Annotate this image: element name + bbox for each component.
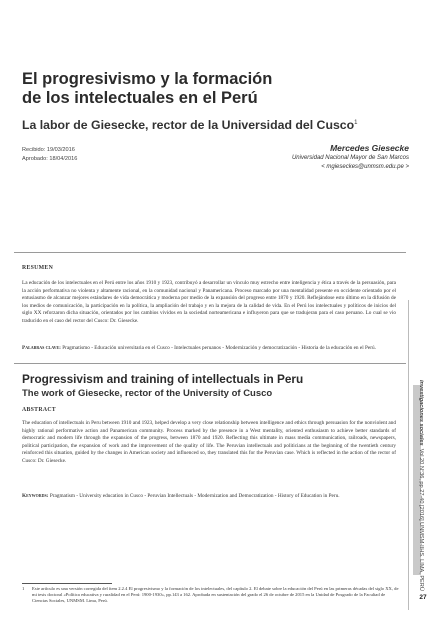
palabras-clave-text: Pragmatismo - Educación universitaria en el Cusco - Intelectuales peruanos - Modernización y democratización - Historia de la educación en el Perú. <box>62 345 376 351</box>
dates-block <box>22 146 77 164</box>
journal-citation: Vol.20 N°36, pp.27-40 [2016] UNMSM-IIHS. LIMA, PERÚ <box>418 448 424 591</box>
author-name: Mercedes Giesecke <box>330 143 409 153</box>
abstract-text: The education of intellectuals in Peru between 1910 and 1923, helped develop a very close relationship between intelligence and ethics through persuasion for the nonviolent and highly rational performative action and Panamerican community. Process marked by the presence in a West mentality, oriented enthusiasm to achieve better standards of democratic and modern life through the expansion of the progress, between 1870 and 1920. Reflecting this ultimate in mass media communication, railroads, newspapers, political participation, the expansion of work and the improvement of the quality of life. The Peruvian intellectuals and politicians at the beginning of the twentieth century reinforced this situation, guided by the changes in American society and influenced so, they translated this for the Peruvian case. Which is reflected in the action of the rector of Cusco: Dr. Giesecke. <box>22 420 396 464</box>
palabras-clave <box>22 345 396 353</box>
article-title-line-2: de los intelectuales en el Perú <box>22 89 258 107</box>
footnote-rule <box>22 583 112 584</box>
author-block <box>292 143 409 172</box>
resumen-heading: RESUMEN <box>22 265 54 271</box>
page-number: 27 <box>419 594 427 601</box>
approved-date: Aprobado: 18/04/2016 <box>22 156 78 162</box>
english-title: Progressivism and training of intellectuals in Peru <box>22 372 304 386</box>
received-date: Recibido: 19/03/2016 <box>22 147 75 153</box>
journal-name: investigaciones sociales <box>418 380 424 446</box>
margin-divider <box>408 300 409 610</box>
keywords-text: Pragmatism - University education in Cusco - Peruvian Intellectuals - Modernization and Democratization - History of Education in Peru. <box>49 493 340 499</box>
footnote-text: Este artículo es una versión corregida del ítem 2.2.4 El progresivismo y la formación de los intelectuales, del capítulo 2. El debate sobre la educación del Perú en las primeras décadas del siglo XX, de mi tesis doctoral «Política educativa y ruralidad en el Perú: 1900-1930», pp.143 a 162. Aprobada en sustentación del grado el 26 de octubre de 2015 en la Unidad de Posgrado de la Facultad de Ciencias Sociales, UNMSM. Lima, Perú. <box>32 586 399 604</box>
author-affiliation: Universidad Nacional Mayor de San Marcos <box>291 155 409 161</box>
article-title <box>22 70 322 108</box>
abstract-heading: ABSTRACT <box>22 407 56 413</box>
article-subtitle-text: La labor de Giesecke, rector de la Universidad del Cusco <box>22 118 355 132</box>
margin-running-head <box>418 380 424 591</box>
article-subtitle <box>22 118 362 132</box>
author-email[interactable]: < mgieseckes@unmsm.edu.pe > <box>321 164 409 170</box>
keywords <box>22 493 396 501</box>
footnote-number: 1 <box>22 586 25 591</box>
english-subtitle: The work of Giesecke, rector of the University of Cusco <box>22 388 273 399</box>
footnote <box>22 586 400 605</box>
article-title-line-1: El progresivismo y la formación <box>22 70 273 88</box>
palabras-clave-label: Palabras clave: <box>22 345 61 351</box>
resumen-text: La educación de los intelectuales en el Perú entre los años 1910 y 1923, contribuyó a desarrollar un vínculo muy estrecho entre inteligencia y ética a través de la persuasión, para la acción performativa no violenta y altamente racional, en la comunidad nacional y Panamericana. Proceso marcado por una mentalidad presente en occidente orientado por el entusiasmo de alcanzar mejores estándares de vida democrática y moderna por medio de la expansión del progreso entre 1870 y 1920. Reflejándose esto último en la difusión de los medios de comunicación, la participación en la política, la ampliación del trabajo y en la mejora de la calidad de vida. En el Perú los intelectuales y políticos de inicios del siglo XX reforzaron dicha situación, orientados por los cambios vividos en la sociedad norteamericana e influyeron para que se tradujeran para el caso peruano. Lo cual se vio traducido en el caso del rector del Cusco: Dr. Giesecke. <box>22 280 396 324</box>
subtitle-footnote-marker: 1 <box>354 119 358 126</box>
keywords-label: Keywords: <box>22 493 49 499</box>
